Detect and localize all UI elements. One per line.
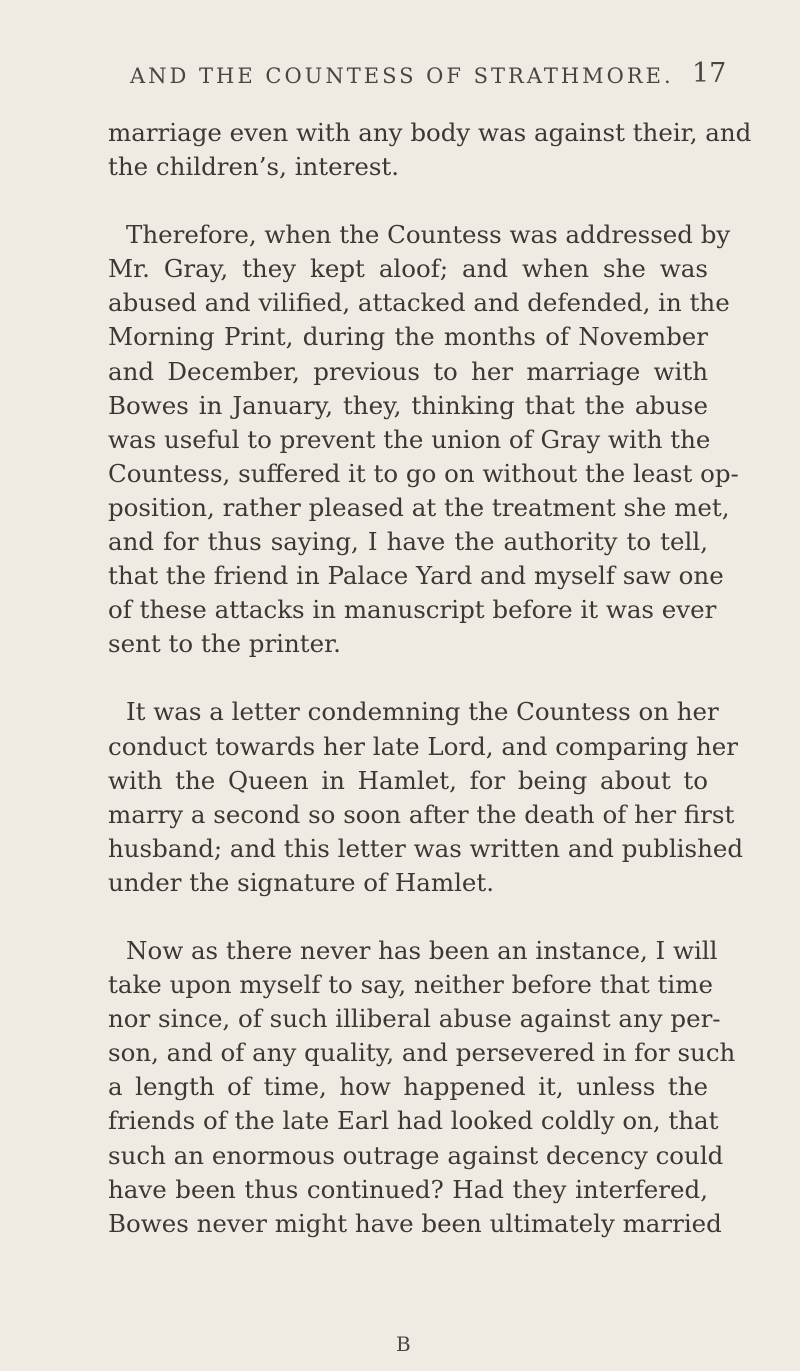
text-line: under the signature of Hamlet.: [108, 867, 495, 897]
text-line: abused and vilified, attacked and defended, in the: [108, 288, 730, 318]
text-line: take upon myself to say, neither before that time: [108, 970, 713, 1000]
text-line: with the Queen in Hamlet, for being about to: [108, 765, 708, 795]
text-line: was useful to prevent the union of Gray with the: [108, 424, 711, 454]
text-line: that the friend in Palace Yard and myself saw one: [108, 561, 724, 591]
text-line: Mr. Gray, they kept aloof; and when she was: [108, 254, 708, 284]
text-line: Morning Print, during the months of November: [108, 322, 708, 352]
text-line: conduct towards her late Lord, and comparing her: [108, 731, 738, 761]
text-line: friends of the late Earl had looked coldly on, that: [108, 1106, 719, 1136]
text-line: of these attacks in manuscript before it was ever: [108, 595, 717, 625]
text-line: Countess, suffered it to go on without the least op-: [108, 458, 739, 488]
body-text: [108, 116, 752, 1241]
text-line: a length of time, how happened it, unless the: [108, 1072, 708, 1102]
text-line: Bowes in January, they, thinking that the abuse: [108, 390, 708, 420]
text-line: Therefore, when the Countess was addressed by: [126, 220, 731, 250]
text-line: the children’s, interest.: [108, 152, 400, 182]
text-line: and December, previous to her marriage with: [108, 356, 708, 386]
text-line: such an enormous outrage against decency could: [108, 1140, 724, 1170]
page-number: 17: [692, 58, 727, 89]
text-line: have been thus continued? Had they interfered,: [108, 1174, 708, 1204]
text-line: and for thus saying, I have the authority to tell,: [108, 527, 708, 557]
text-line: It was a letter condemning the Countess on her: [126, 697, 719, 727]
text-line: position, rather pleased at the treatment she met,: [108, 492, 730, 522]
text-line: Bowes never might have been ultimately married: [108, 1208, 722, 1238]
text-line: Now as there never has been an instance, I will: [126, 935, 718, 965]
text-line: son, and of any quality, and persevered in for such: [108, 1038, 736, 1068]
text-line: marry a second so soon after the death of her first: [108, 799, 735, 829]
text-line: husband; and this letter was written and published: [108, 833, 744, 863]
text-line: nor since, of such illiberal abuse against any per-: [108, 1004, 721, 1034]
text-line: sent to the printer.: [108, 629, 341, 659]
running-title: AND THE COUNTESS OF STRATHMORE.: [130, 64, 674, 88]
text-line: marriage even with any body was against their, and: [108, 118, 752, 147]
signature-mark: B: [396, 1332, 411, 1356]
